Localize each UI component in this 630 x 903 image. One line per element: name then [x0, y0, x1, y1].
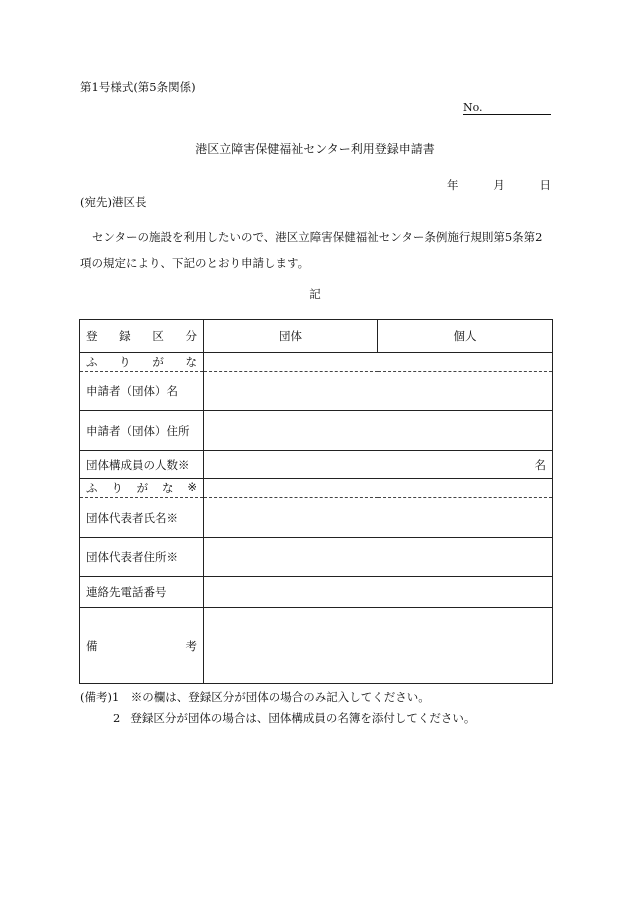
registration-type-label: 登 録 区 分 [80, 320, 204, 353]
ki-heading: 記 [309, 287, 321, 301]
rep-name-label: 団体代表者氏名※ [80, 498, 204, 538]
applicant-name-input[interactable] [204, 372, 553, 411]
member-count-label: 団体構成員の人数※ [80, 451, 204, 479]
applicant-address-label: 申請者（団体）住所 [80, 411, 204, 451]
phone-label: 連絡先電話番号 [80, 577, 204, 608]
date-month-label: 月 [493, 178, 505, 192]
application-date [447, 177, 551, 193]
rep-name-input[interactable] [204, 498, 553, 538]
registration-type-row [80, 320, 553, 353]
furigana-input[interactable] [204, 353, 553, 372]
member-count-unit: 名 [534, 457, 546, 472]
furigana-rep-row [80, 479, 553, 498]
option-individual-cell[interactable]: 個人 [378, 320, 553, 353]
note-2-number: 2 [113, 711, 121, 725]
remarks-input[interactable] [204, 608, 553, 684]
note-1: (備考)1 ※の欄は、登録区分が団体の場合のみ記入してください。 [80, 690, 430, 704]
furigana-rep-label: ふ り が な ※ [80, 479, 204, 498]
date-day-label: 日 [539, 178, 551, 192]
applicant-name-label: 申請者（団体）名 [80, 372, 204, 411]
furigana-row [80, 353, 553, 372]
application-form-table [79, 319, 553, 684]
document-title: 港区立障害保健福祉センター利用登録申請書 [195, 142, 435, 156]
furigana-label: ふ り が な [80, 353, 204, 372]
document-number-label: No. [463, 101, 483, 114]
document-number-field[interactable] [463, 100, 551, 115]
applicant-name-row [80, 372, 553, 411]
application-statement: センターの施設を利用したいので、港区立障害保健福祉センター条例施行規則第5条第2項の規定により、下記のとおり申請します。 [80, 230, 543, 270]
phone-input[interactable] [204, 577, 553, 608]
date-year-label: 年 [447, 178, 459, 192]
form-number-label: 第1号様式(第5条関係) [80, 80, 196, 94]
note-2-text: 登録区分が団体の場合は、団体構成員の名簿を添付してください。 [130, 711, 476, 725]
member-count-input[interactable] [204, 451, 553, 479]
rep-name-row [80, 498, 553, 538]
rep-address-row [80, 538, 553, 577]
remarks-row [80, 608, 553, 684]
remarks-label: 備 考 [80, 608, 204, 684]
rep-address-input[interactable] [204, 538, 553, 577]
addressee: (宛先)港区長 [80, 195, 147, 209]
phone-row [80, 577, 553, 608]
applicant-address-row [80, 411, 553, 451]
rep-address-label: 団体代表者住所※ [80, 538, 204, 577]
member-count-row [80, 451, 553, 479]
furigana-rep-input[interactable] [204, 479, 553, 498]
option-group-cell[interactable]: 団体 [204, 320, 378, 353]
note-2 [113, 710, 475, 726]
applicant-address-input[interactable] [204, 411, 553, 451]
